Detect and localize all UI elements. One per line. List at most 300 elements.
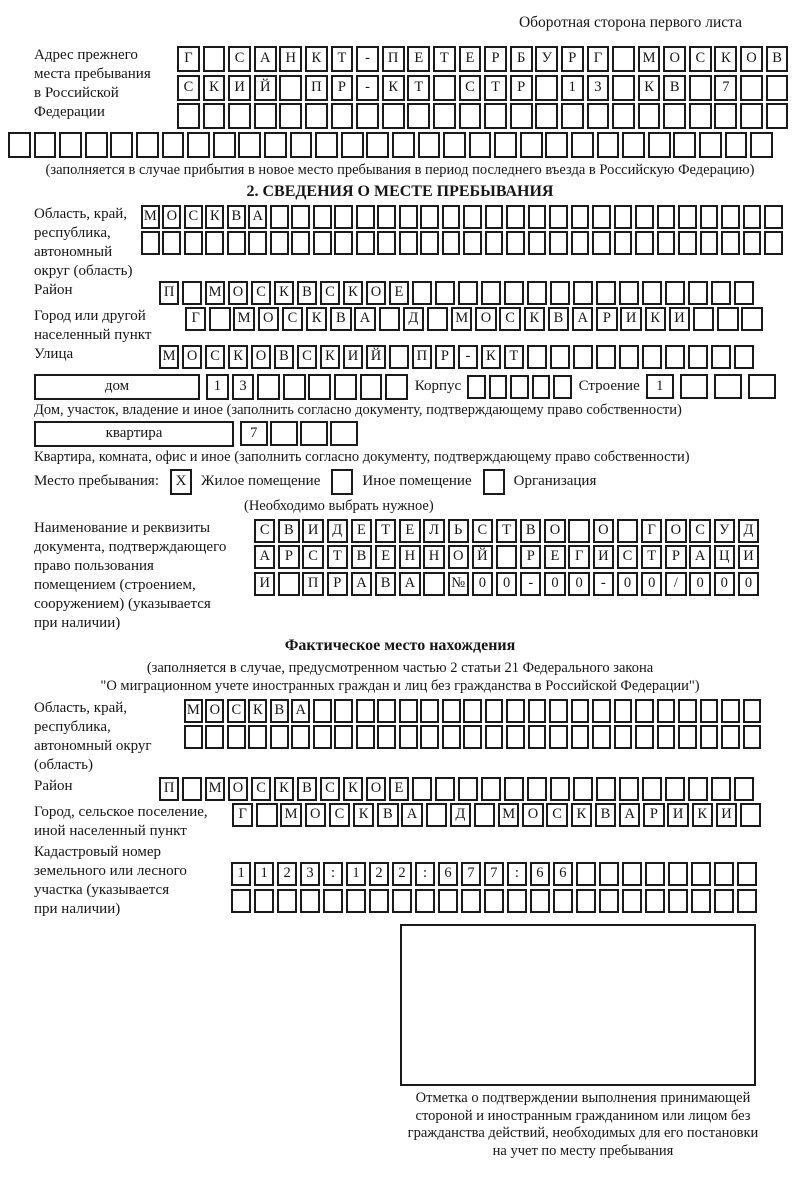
char-cell [665, 345, 685, 369]
char-cell [481, 281, 501, 305]
char-cell: Т [433, 46, 456, 72]
building-cells [467, 375, 574, 399]
actual-district-block [34, 777, 800, 804]
label-line: места пребывания [34, 66, 151, 82]
char-cell [688, 281, 708, 305]
char-cell [711, 281, 731, 305]
char-cell [535, 75, 558, 101]
char-cell [392, 132, 415, 158]
char-cell [279, 103, 302, 129]
char-cell: А [572, 307, 593, 331]
char-cell [532, 375, 551, 399]
char-cell [356, 699, 375, 723]
label-line: Кадастровый номер [34, 844, 161, 860]
char-cell [721, 205, 740, 229]
char-cell: 1 [646, 374, 674, 399]
char-cell: О [663, 46, 686, 72]
char-cell: А [689, 545, 710, 569]
char-cell: Т [496, 519, 517, 543]
char-cell: Р [643, 803, 664, 827]
char-cell: С [228, 46, 251, 72]
char-cell [737, 889, 757, 913]
char-cell [377, 231, 396, 255]
char-cell [496, 545, 517, 569]
char-cell [568, 519, 589, 543]
label-line: республика, [34, 718, 111, 735]
char-cell [382, 103, 405, 129]
char-cell [366, 132, 389, 158]
char-cell [573, 345, 593, 369]
char-cell: - [356, 75, 379, 101]
char-cell [587, 103, 610, 129]
char-cell: Р [665, 545, 686, 569]
char-cell [442, 725, 461, 749]
char-cell: Р [278, 545, 299, 569]
char-cell [427, 307, 448, 331]
label-line: Город или другой [34, 308, 146, 324]
prev-address-row-3 [177, 103, 791, 129]
char-cell [506, 725, 525, 749]
char-cell [740, 75, 763, 101]
char-cell [308, 374, 331, 400]
cadastral-label [34, 843, 231, 919]
char-cell: Л [423, 519, 444, 543]
label-line: Город, сельское поселение, [34, 804, 208, 820]
actual-city-label [34, 803, 232, 841]
char-cell: Г [177, 46, 200, 72]
char-cell: С [177, 75, 200, 101]
cadastral-rows [231, 862, 760, 915]
char-cell: Р [561, 46, 584, 72]
char-cell: А [619, 803, 640, 827]
char-cell [737, 862, 757, 886]
char-cell: Р [484, 46, 507, 72]
char-cell: В [270, 699, 289, 723]
char-cell: 0 [714, 572, 735, 596]
char-cell: К [353, 803, 374, 827]
stay-type-label: Место пребывания: [34, 473, 159, 489]
stay-type-option-other: Иное помещение [362, 473, 472, 489]
char-cell: Й [254, 75, 277, 101]
document-row-2 [254, 545, 762, 569]
label-line: Отметка о подтверждении выполнения принимающей [415, 1090, 751, 1106]
char-cell: 6 [530, 862, 550, 886]
char-cell [678, 205, 697, 229]
char-cell: К [645, 307, 666, 331]
char-cell: Р [510, 75, 533, 101]
char-cell: П [159, 281, 179, 305]
char-cell: Е [389, 777, 409, 801]
char-cell [553, 375, 572, 399]
char-cell [545, 132, 568, 158]
char-cell [313, 699, 332, 723]
char-cell [341, 132, 364, 158]
char-cell [392, 889, 412, 913]
char-cell [412, 777, 432, 801]
char-cell [494, 132, 517, 158]
char-cell [283, 374, 306, 400]
char-cell [379, 307, 400, 331]
char-cell [256, 803, 277, 827]
char-cell: С [297, 345, 317, 369]
char-cell [520, 132, 543, 158]
char-cell: К [714, 46, 737, 72]
apartment-cells [240, 421, 360, 446]
char-cell [399, 725, 418, 749]
char-cell [766, 103, 789, 129]
char-cell [474, 803, 495, 827]
char-cell [663, 103, 686, 129]
char-cell [678, 699, 697, 723]
char-cell: О [665, 519, 686, 543]
char-cell [635, 699, 654, 723]
char-cell: 6 [553, 862, 573, 886]
char-cell: О [522, 803, 543, 827]
stay-type-option-organization: Организация [513, 473, 597, 489]
char-cell [597, 132, 620, 158]
char-cell [334, 374, 357, 400]
char-cell: О [228, 281, 248, 305]
char-cell: 7 [461, 862, 481, 886]
char-cell [279, 75, 302, 101]
char-cell [415, 889, 435, 913]
char-cell [458, 281, 478, 305]
label-line: Федерации [34, 104, 105, 120]
char-cell: И [738, 545, 759, 569]
char-cell: О [258, 307, 279, 331]
char-cell [507, 889, 527, 913]
char-cell: 0 [689, 572, 710, 596]
char-cell: Д [450, 803, 471, 827]
char-cell [485, 699, 504, 723]
char-cell: В [520, 519, 541, 543]
char-cell [764, 231, 783, 255]
document-block [34, 519, 800, 633]
char-cell [110, 132, 133, 158]
char-cell: М [205, 281, 225, 305]
stay-type-row [34, 469, 800, 495]
char-cell [691, 889, 711, 913]
structure-label: Строение [578, 378, 640, 394]
actual-region-row-1 [184, 699, 764, 723]
char-cell [734, 345, 754, 369]
char-cell [657, 699, 676, 723]
char-cell [356, 103, 379, 129]
char-cell: Г [568, 545, 589, 569]
char-cell [700, 205, 719, 229]
char-cell [238, 132, 261, 158]
char-cell [528, 725, 547, 749]
char-cell: 0 [738, 572, 759, 596]
char-cell [550, 777, 570, 801]
char-cell: 1 [254, 862, 274, 886]
char-cell [700, 699, 719, 723]
district-row [159, 281, 757, 305]
char-cell: Т [641, 545, 662, 569]
char-cell [527, 777, 547, 801]
char-cell [711, 777, 731, 801]
char-cell: О [251, 345, 271, 369]
char-cell [418, 132, 441, 158]
char-cell: И [254, 572, 275, 596]
char-cell [270, 205, 289, 229]
char-cell [657, 231, 676, 255]
char-cell [463, 231, 482, 255]
label-line: в Российской [34, 85, 119, 101]
char-cell [711, 345, 731, 369]
label-line: (заполняется в случае, предусмотренном частью 2 статьи 21 Федерального закона [146, 659, 654, 676]
city-block [34, 307, 800, 345]
char-cell [59, 132, 82, 158]
page-side-note: Оборотная сторона первого листа [518, 14, 742, 31]
char-cell: Д [738, 519, 759, 543]
char-cell [721, 231, 740, 255]
char-cell [673, 132, 696, 158]
label-line: участка (указывается [34, 882, 170, 898]
char-cell: Г [641, 519, 662, 543]
char-cell: С [251, 777, 271, 801]
char-cell: Н [399, 545, 420, 569]
char-cell: В [766, 46, 789, 72]
char-cell: Е [351, 519, 372, 543]
char-cell: 7 [484, 862, 504, 886]
cadastral-row-1 [231, 862, 760, 886]
char-cell: Р [327, 572, 348, 596]
apartment-row [34, 421, 800, 447]
char-cell [356, 725, 375, 749]
char-cell [399, 699, 418, 723]
char-cell: И [228, 75, 251, 101]
char-cell [510, 103, 533, 129]
char-cell [657, 725, 676, 749]
char-cell [334, 725, 353, 749]
char-cell [714, 889, 734, 913]
char-cell [668, 862, 688, 886]
char-cell [34, 132, 57, 158]
char-cell [734, 777, 754, 801]
char-cell [530, 889, 550, 913]
char-cell: Д [327, 519, 348, 543]
char-cell: М [498, 803, 519, 827]
char-cell [527, 281, 547, 305]
actual-city-row [232, 803, 764, 827]
char-cell [689, 103, 712, 129]
char-cell: Г [232, 803, 253, 827]
char-cell: О [475, 307, 496, 331]
char-cell [443, 132, 466, 158]
char-cell: И [343, 345, 363, 369]
char-cell: Т [331, 46, 354, 72]
char-cell: С [320, 281, 340, 305]
char-cell [334, 231, 353, 255]
char-cell [369, 889, 389, 913]
char-cell [596, 777, 616, 801]
char-cell: Ь [448, 519, 469, 543]
char-cell [463, 205, 482, 229]
char-cell [693, 307, 714, 331]
char-cell [699, 132, 722, 158]
char-cell [714, 103, 737, 129]
char-cell [442, 699, 461, 723]
char-cell: Н [279, 46, 302, 72]
char-cell: : [323, 862, 343, 886]
char-cell: Е [459, 46, 482, 72]
char-cell [291, 205, 310, 229]
char-cell [184, 231, 203, 255]
label-line: гражданства действий, необходимых для его постановки [407, 1125, 759, 1141]
char-cell: А [291, 699, 310, 723]
char-cell [740, 803, 761, 827]
char-cell: К [382, 75, 405, 101]
char-cell: С [329, 803, 350, 827]
char-cell [442, 231, 461, 255]
char-cell [442, 205, 461, 229]
char-cell [291, 725, 310, 749]
prev-address-block [34, 46, 800, 132]
char-cell: 1 [561, 75, 584, 101]
char-cell: С [459, 75, 482, 101]
char-cell: В [548, 307, 569, 331]
char-cell: П [305, 75, 328, 101]
char-cell: Т [484, 75, 507, 101]
label-line: Адрес прежнего [34, 47, 138, 63]
char-cell [576, 889, 596, 913]
actual-location-caption [0, 659, 800, 696]
char-cell: П [412, 345, 432, 369]
char-cell [734, 281, 754, 305]
char-cell: К [524, 307, 545, 331]
char-cell: К [228, 345, 248, 369]
char-cell: С [184, 205, 203, 229]
char-cell: Г [185, 307, 206, 331]
char-cell [248, 231, 267, 255]
char-cell: К [305, 46, 328, 72]
char-cell: В [278, 519, 299, 543]
label-line: при наличии) [34, 614, 121, 631]
char-cell [596, 345, 616, 369]
label-line: право пользования [34, 557, 154, 574]
city-row [185, 307, 766, 331]
char-cell [642, 345, 662, 369]
char-cell [85, 132, 108, 158]
char-cell [485, 725, 504, 749]
char-cell: В [274, 345, 294, 369]
char-cell [599, 889, 619, 913]
char-cell [420, 725, 439, 749]
char-cell: 3 [300, 862, 320, 886]
actual-region-row-2 [184, 725, 764, 749]
char-cell [8, 132, 31, 158]
char-cell [203, 103, 226, 129]
char-cell: И [667, 803, 688, 827]
char-cell [571, 699, 590, 723]
char-cell: 0 [496, 572, 517, 596]
char-cell: П [302, 572, 323, 596]
char-cell [377, 699, 396, 723]
prev-address-rows [177, 46, 791, 132]
char-cell: К [203, 75, 226, 101]
char-cell: 2 [369, 862, 389, 886]
char-cell [657, 205, 676, 229]
char-cell [360, 374, 383, 400]
char-cell [270, 725, 289, 749]
document-label [34, 519, 254, 633]
char-cell: 2 [392, 862, 412, 886]
stay-type-checkbox-organization [483, 469, 505, 495]
char-cell [435, 777, 455, 801]
stay-type-checkbox-other [331, 469, 353, 495]
label-line: автономный [34, 243, 113, 260]
char-cell [290, 132, 313, 158]
label-line: республика, [34, 224, 111, 241]
actual-city-block [34, 803, 800, 841]
char-cell [635, 205, 654, 229]
char-cell [504, 777, 524, 801]
char-cell [612, 46, 635, 72]
char-cell: 0 [472, 572, 493, 596]
char-cell [622, 862, 642, 886]
char-cell [227, 231, 246, 255]
char-cell [576, 862, 596, 886]
char-cell: М [184, 699, 203, 723]
char-cell: С [320, 777, 340, 801]
cadastral-row-2 [231, 889, 760, 913]
label-line: Область, край, [34, 205, 128, 222]
char-cell: С [282, 307, 303, 331]
char-cell [330, 421, 358, 446]
region-label [34, 205, 141, 281]
street-row [159, 345, 757, 369]
char-cell [678, 725, 697, 749]
char-cell [264, 132, 287, 158]
char-cell [136, 132, 159, 158]
char-cell: 0 [641, 572, 662, 596]
char-cell [177, 103, 200, 129]
region-row-2 [141, 231, 786, 255]
char-cell: А [254, 46, 277, 72]
char-cell [743, 725, 762, 749]
char-cell: Т [504, 345, 524, 369]
char-cell [270, 231, 289, 255]
char-cell [550, 281, 570, 305]
char-cell [717, 307, 738, 331]
char-cell: В [227, 205, 246, 229]
char-cell: С [205, 345, 225, 369]
char-cell: А [248, 205, 267, 229]
char-cell [619, 281, 639, 305]
char-cell [635, 725, 654, 749]
char-cell [714, 862, 734, 886]
char-cell: В [297, 281, 317, 305]
char-cell [300, 889, 320, 913]
char-cell: В [297, 777, 317, 801]
char-cell [213, 132, 236, 158]
char-cell: И [716, 803, 737, 827]
char-cell: К [638, 75, 661, 101]
char-cell: М [233, 307, 254, 331]
char-cell: Е [399, 519, 420, 543]
char-cell [599, 862, 619, 886]
char-cell [688, 777, 708, 801]
char-cell: У [714, 519, 735, 543]
char-cell [334, 699, 353, 723]
char-cell: К [571, 803, 592, 827]
char-cell [622, 132, 645, 158]
char-cell: 0 [617, 572, 638, 596]
char-cell [571, 725, 590, 749]
char-cell: Е [389, 281, 409, 305]
char-cell: А [399, 572, 420, 596]
